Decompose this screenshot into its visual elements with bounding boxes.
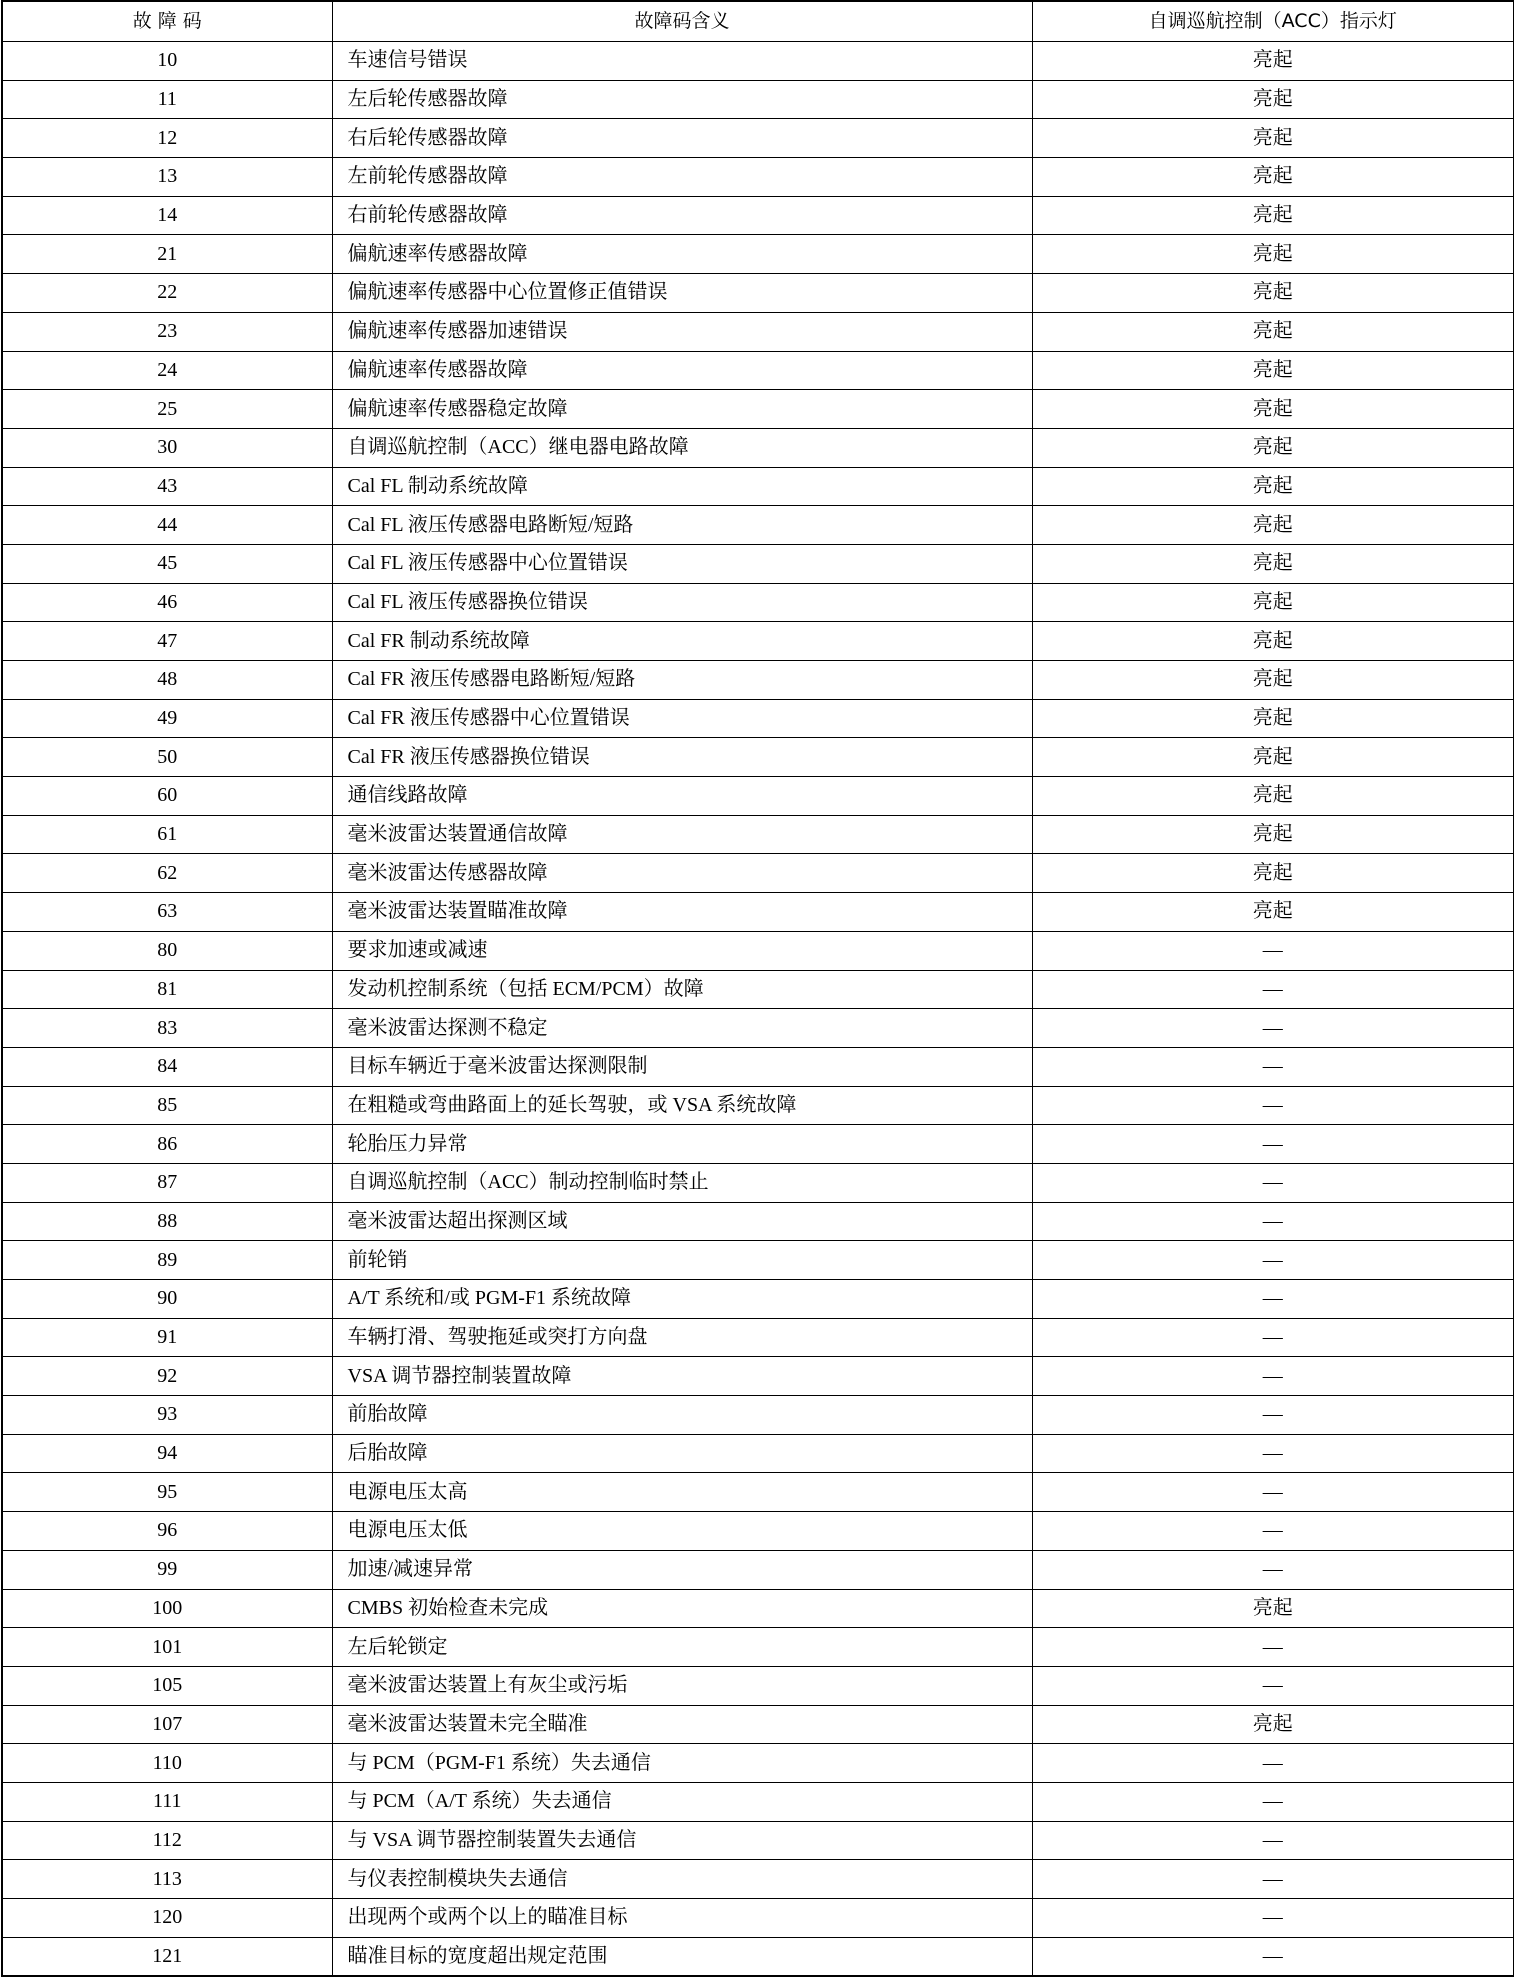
indicator-cell: 亮起 <box>1032 893 1514 932</box>
code-cell: 48 <box>2 661 332 700</box>
table-row <box>2 42 1514 81</box>
meaning-cell: 偏航速率传感器加速错误 <box>332 312 1032 351</box>
indicator-cell: 亮起 <box>1032 854 1514 893</box>
meaning-cell: 电源电压太低 <box>332 1512 1032 1551</box>
indicator-cell: — <box>1032 1937 1514 1976</box>
table-row <box>2 1396 1514 1435</box>
code-cell: 113 <box>2 1860 332 1899</box>
meaning-cell: Cal FL 液压传感器电路断短/短路 <box>332 506 1032 545</box>
indicator-cell: 亮起 <box>1032 622 1514 661</box>
indicator-cell: 亮起 <box>1032 583 1514 622</box>
meaning-cell: 前胎故障 <box>332 1396 1032 1435</box>
code-cell: 91 <box>2 1318 332 1357</box>
code-cell: 13 <box>2 158 332 197</box>
indicator-cell: — <box>1032 1860 1514 1899</box>
code-cell: 49 <box>2 699 332 738</box>
header-indicator: 自调巡航控制（ACC）指示灯 <box>1032 1 1514 42</box>
table-row <box>2 777 1514 816</box>
table-row <box>2 1860 1514 1899</box>
code-cell: 46 <box>2 583 332 622</box>
code-cell: 47 <box>2 622 332 661</box>
table-row <box>2 1628 1514 1667</box>
indicator-cell: 亮起 <box>1032 235 1514 274</box>
meaning-cell: 在粗糙或弯曲路面上的延长驾驶，或 VSA 系统故障 <box>332 1086 1032 1125</box>
code-cell: 10 <box>2 42 332 81</box>
table-row <box>2 1202 1514 1241</box>
indicator-cell: — <box>1032 1550 1514 1589</box>
meaning-cell: 偏航速率传感器中心位置修正值错误 <box>332 274 1032 313</box>
indicator-cell: 亮起 <box>1032 390 1514 429</box>
code-cell: 22 <box>2 274 332 313</box>
table-row <box>2 699 1514 738</box>
meaning-cell: Cal FR 液压传感器中心位置错误 <box>332 699 1032 738</box>
table-row <box>2 274 1514 313</box>
indicator-cell: — <box>1032 1280 1514 1319</box>
meaning-cell: 毫米波雷达探测不稳定 <box>332 1009 1032 1048</box>
indicator-cell: 亮起 <box>1032 1705 1514 1744</box>
meaning-cell: 毫米波雷达装置通信故障 <box>332 815 1032 854</box>
code-cell: 21 <box>2 235 332 274</box>
code-cell: 25 <box>2 390 332 429</box>
table-row <box>2 1163 1514 1202</box>
code-cell: 84 <box>2 1047 332 1086</box>
indicator-cell: 亮起 <box>1032 351 1514 390</box>
meaning-cell: 偏航速率传感器故障 <box>332 235 1032 274</box>
code-cell: 63 <box>2 893 332 932</box>
table-row <box>2 1821 1514 1860</box>
meaning-cell: 右前轮传感器故障 <box>332 196 1032 235</box>
fault-code-table <box>1 0 1514 1977</box>
meaning-cell: 目标车辆近于毫米波雷达探测限制 <box>332 1047 1032 1086</box>
meaning-cell: Cal FL 液压传感器中心位置错误 <box>332 544 1032 583</box>
indicator-cell: 亮起 <box>1032 80 1514 119</box>
meaning-cell: 毫米波雷达传感器故障 <box>332 854 1032 893</box>
meaning-cell: 要求加速或减速 <box>332 931 1032 970</box>
indicator-cell: 亮起 <box>1032 815 1514 854</box>
table-row <box>2 1318 1514 1357</box>
table-row <box>2 390 1514 429</box>
code-cell: 44 <box>2 506 332 545</box>
table-row <box>2 1280 1514 1319</box>
table-row <box>2 351 1514 390</box>
meaning-cell: 车速信号错误 <box>332 42 1032 81</box>
code-cell: 30 <box>2 428 332 467</box>
indicator-cell: — <box>1032 1357 1514 1396</box>
meaning-cell: Cal FL 制动系统故障 <box>332 467 1032 506</box>
code-cell: 101 <box>2 1628 332 1667</box>
code-cell: 81 <box>2 970 332 1009</box>
table-row <box>2 1047 1514 1086</box>
table-row <box>2 1086 1514 1125</box>
meaning-cell: Cal FL 液压传感器换位错误 <box>332 583 1032 622</box>
indicator-cell: — <box>1032 1782 1514 1821</box>
code-cell: 45 <box>2 544 332 583</box>
meaning-cell: Cal FR 液压传感器电路断短/短路 <box>332 661 1032 700</box>
code-cell: 100 <box>2 1589 332 1628</box>
code-cell: 107 <box>2 1705 332 1744</box>
meaning-cell: 后胎故障 <box>332 1434 1032 1473</box>
meaning-cell: 左后轮传感器故障 <box>332 80 1032 119</box>
header-code: 故 障 码 <box>2 1 332 42</box>
table-row <box>2 1357 1514 1396</box>
table-row <box>2 1744 1514 1783</box>
code-cell: 111 <box>2 1782 332 1821</box>
code-cell: 121 <box>2 1937 332 1976</box>
indicator-cell: — <box>1032 1241 1514 1280</box>
indicator-cell: 亮起 <box>1032 661 1514 700</box>
code-cell: 112 <box>2 1821 332 1860</box>
table-row <box>2 1589 1514 1628</box>
table-row <box>2 970 1514 1009</box>
indicator-cell: — <box>1032 1086 1514 1125</box>
meaning-cell: Cal FR 制动系统故障 <box>332 622 1032 661</box>
code-cell: 120 <box>2 1899 332 1938</box>
table-row <box>2 1899 1514 1938</box>
fault-code-table-container <box>1 0 1513 1977</box>
meaning-cell: 毫米波雷达装置瞄准故障 <box>332 893 1032 932</box>
table-row <box>2 815 1514 854</box>
meaning-cell: 与 VSA 调节器控制装置失去通信 <box>332 1821 1032 1860</box>
table-row <box>2 235 1514 274</box>
table-row <box>2 661 1514 700</box>
table-row <box>2 158 1514 197</box>
table-row <box>2 428 1514 467</box>
code-cell: 96 <box>2 1512 332 1551</box>
table-row <box>2 622 1514 661</box>
code-cell: 86 <box>2 1125 332 1164</box>
code-cell: 105 <box>2 1666 332 1705</box>
code-cell: 24 <box>2 351 332 390</box>
indicator-cell: 亮起 <box>1032 119 1514 158</box>
meaning-cell: 通信线路故障 <box>332 777 1032 816</box>
meaning-cell: 前轮销 <box>332 1241 1032 1280</box>
table-row <box>2 738 1514 777</box>
meaning-cell: 毫米波雷达装置未完全瞄准 <box>332 1705 1032 1744</box>
table-row <box>2 80 1514 119</box>
indicator-cell: 亮起 <box>1032 506 1514 545</box>
indicator-cell: — <box>1032 1125 1514 1164</box>
table-row <box>2 1241 1514 1280</box>
table-row <box>2 1434 1514 1473</box>
code-cell: 50 <box>2 738 332 777</box>
code-cell: 11 <box>2 80 332 119</box>
code-cell: 12 <box>2 119 332 158</box>
code-cell: 93 <box>2 1396 332 1435</box>
code-cell: 99 <box>2 1550 332 1589</box>
meaning-cell: 左前轮传感器故障 <box>332 158 1032 197</box>
meaning-cell: Cal FR 液压传感器换位错误 <box>332 738 1032 777</box>
meaning-cell: 车辆打滑、驾驶拖延或突打方向盘 <box>332 1318 1032 1357</box>
table-row <box>2 583 1514 622</box>
code-cell: 87 <box>2 1163 332 1202</box>
table-row <box>2 854 1514 893</box>
table-row <box>2 1473 1514 1512</box>
indicator-cell: — <box>1032 1202 1514 1241</box>
indicator-cell: 亮起 <box>1032 544 1514 583</box>
code-cell: 110 <box>2 1744 332 1783</box>
indicator-cell: — <box>1032 1163 1514 1202</box>
indicator-cell: — <box>1032 1821 1514 1860</box>
meaning-cell: 加速/减速异常 <box>332 1550 1032 1589</box>
table-row <box>2 893 1514 932</box>
code-cell: 90 <box>2 1280 332 1319</box>
meaning-cell: 与仪表控制模块失去通信 <box>332 1860 1032 1899</box>
meaning-cell: 左后轮锁定 <box>332 1628 1032 1667</box>
table-row <box>2 1782 1514 1821</box>
meaning-cell: 发动机控制系统（包括 ECM/PCM）故障 <box>332 970 1032 1009</box>
meaning-cell: 电源电压太高 <box>332 1473 1032 1512</box>
indicator-cell: — <box>1032 1009 1514 1048</box>
meaning-cell: 偏航速率传感器故障 <box>332 351 1032 390</box>
code-cell: 88 <box>2 1202 332 1241</box>
code-cell: 83 <box>2 1009 332 1048</box>
indicator-cell: — <box>1032 1744 1514 1783</box>
meaning-cell: 自调巡航控制（ACC）制动控制临时禁止 <box>332 1163 1032 1202</box>
meaning-cell: 轮胎压力异常 <box>332 1125 1032 1164</box>
meaning-cell: 与 PCM（A/T 系统）失去通信 <box>332 1782 1032 1821</box>
code-cell: 95 <box>2 1473 332 1512</box>
table-row <box>2 1550 1514 1589</box>
indicator-cell: — <box>1032 1047 1514 1086</box>
code-cell: 89 <box>2 1241 332 1280</box>
meaning-cell: 毫米波雷达超出探测区域 <box>332 1202 1032 1241</box>
code-cell: 85 <box>2 1086 332 1125</box>
indicator-cell: 亮起 <box>1032 777 1514 816</box>
code-cell: 43 <box>2 467 332 506</box>
indicator-cell: — <box>1032 970 1514 1009</box>
meaning-cell: 偏航速率传感器稳定故障 <box>332 390 1032 429</box>
table-body <box>2 42 1514 1977</box>
code-cell: 92 <box>2 1357 332 1396</box>
meaning-cell: 与 PCM（PGM-F1 系统）失去通信 <box>332 1744 1032 1783</box>
header-row <box>2 1 1514 42</box>
code-cell: 80 <box>2 931 332 970</box>
table-row <box>2 1937 1514 1976</box>
code-cell: 14 <box>2 196 332 235</box>
indicator-cell: 亮起 <box>1032 158 1514 197</box>
table-row <box>2 931 1514 970</box>
indicator-cell: — <box>1032 1434 1514 1473</box>
table-row <box>2 312 1514 351</box>
indicator-cell: 亮起 <box>1032 428 1514 467</box>
table-row <box>2 119 1514 158</box>
table-row <box>2 467 1514 506</box>
table-header <box>2 1 1514 42</box>
indicator-cell: 亮起 <box>1032 699 1514 738</box>
indicator-cell: — <box>1032 1318 1514 1357</box>
table-row <box>2 544 1514 583</box>
indicator-cell: 亮起 <box>1032 196 1514 235</box>
indicator-cell: 亮起 <box>1032 42 1514 81</box>
code-cell: 61 <box>2 815 332 854</box>
header-meaning: 故障码含义 <box>332 1 1032 42</box>
table-row <box>2 1666 1514 1705</box>
table-row <box>2 1125 1514 1164</box>
code-cell: 60 <box>2 777 332 816</box>
meaning-cell: 瞄准目标的宽度超出规定范围 <box>332 1937 1032 1976</box>
indicator-cell: — <box>1032 1899 1514 1938</box>
indicator-cell: 亮起 <box>1032 312 1514 351</box>
table-row <box>2 196 1514 235</box>
meaning-cell: 右后轮传感器故障 <box>332 119 1032 158</box>
indicator-cell: — <box>1032 1473 1514 1512</box>
table-row <box>2 1512 1514 1551</box>
table-row <box>2 506 1514 545</box>
code-cell: 23 <box>2 312 332 351</box>
meaning-cell: CMBS 初始检查未完成 <box>332 1589 1032 1628</box>
indicator-cell: 亮起 <box>1032 1589 1514 1628</box>
indicator-cell: — <box>1032 1628 1514 1667</box>
indicator-cell: 亮起 <box>1032 274 1514 313</box>
table-row <box>2 1009 1514 1048</box>
meaning-cell: 毫米波雷达装置上有灰尘或污垢 <box>332 1666 1032 1705</box>
meaning-cell: 出现两个或两个以上的瞄准目标 <box>332 1899 1032 1938</box>
code-cell: 62 <box>2 854 332 893</box>
meaning-cell: A/T 系统和/或 PGM-F1 系统故障 <box>332 1280 1032 1319</box>
indicator-cell: — <box>1032 1396 1514 1435</box>
meaning-cell: VSA 调节器控制装置故障 <box>332 1357 1032 1396</box>
indicator-cell: — <box>1032 931 1514 970</box>
indicator-cell: 亮起 <box>1032 738 1514 777</box>
code-cell: 94 <box>2 1434 332 1473</box>
indicator-cell: — <box>1032 1512 1514 1551</box>
table-row <box>2 1705 1514 1744</box>
indicator-cell: 亮起 <box>1032 467 1514 506</box>
indicator-cell: — <box>1032 1666 1514 1705</box>
meaning-cell: 自调巡航控制（ACC）继电器电路故障 <box>332 428 1032 467</box>
